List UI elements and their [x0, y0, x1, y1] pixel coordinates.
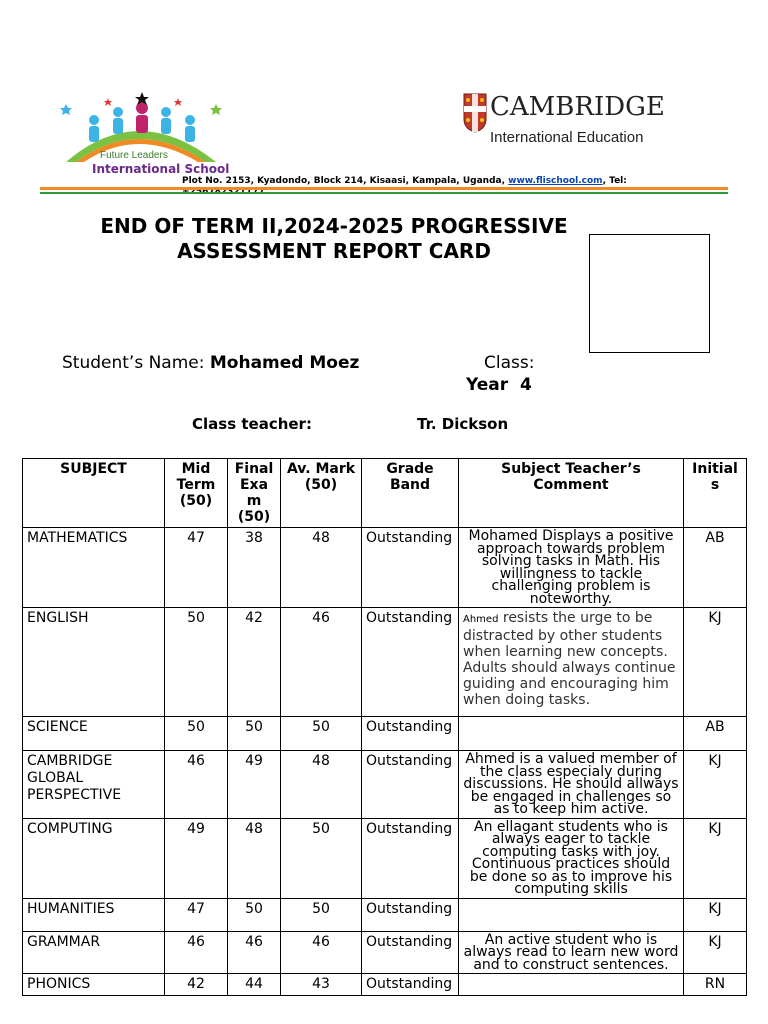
table-row: ENGLISH 50 42 46 Outstanding Ahmed resists the urge to be distracted by other students when learning new concepts. Adults should always continue guiding and encouraging him when doing tasks. KJ — [23, 608, 747, 717]
header-comment: Subject Teacher’s Comment — [459, 459, 684, 528]
student-name-label: Student’s Name: Mohamed Moez — [62, 353, 360, 373]
header-final-exam: Final Exa m (50) — [228, 459, 281, 528]
header-mid-term: Mid Term (50) — [165, 459, 228, 528]
school-address: Plot No. 2153, Kyadondo, Block 214, Kisaasi, Kampala, Uganda, www.flischool.com, Tel: — [182, 176, 627, 186]
english-comment: Ahmed resists the urge to be distracted by other students when learning new concepts. Adults should always continue guiding and encouraging him when doing tasks. — [459, 608, 684, 717]
student-name: Mohamed Moez — [209, 353, 360, 373]
school-name: International School — [92, 162, 230, 176]
grades-table — [22, 458, 747, 996]
header-initials: Initial s — [684, 459, 747, 528]
class-value: Year 4 — [466, 375, 532, 395]
table-row: COMPUTING 49 48 50 Outstanding An ellagant students who is always eager to tackle computing tasks with joy. Continuous practices should be done so as to improve his computing skills KJ — [23, 818, 747, 898]
class-teacher-name: Tr. Dickson — [417, 415, 509, 433]
svg-text:Future Leaders: Future Leaders — [100, 150, 168, 161]
class-label: Class: — [484, 353, 535, 373]
header-divider-green — [40, 192, 728, 194]
header-grade-band: Grade Band — [362, 459, 459, 528]
table-row: PHONICS 42 44 43 Outstanding RN — [23, 974, 747, 996]
report-title: END OF TERM II,2024-2025 PROGRESSIVE ASSESSMENT REPORT CARD — [100, 214, 568, 263]
cambridge-title: CAMBRIDGE — [490, 92, 665, 122]
table-row: CAMBRIDGE GLOBAL PERSPECTIVE 46 49 48 Outstanding Ahmed is a valued member of the class especialy during discussions. He should allways be engaged in challenges so as to keep him active. KJ — [23, 751, 747, 819]
class-teacher-label: Class teacher: — [192, 415, 312, 433]
table-row: GRAMMAR 46 46 46 Outstanding An active student who is always read to learn new word and to construct sentences. KJ — [23, 931, 747, 974]
school-website-link[interactable]: www.flischool.com — [508, 176, 603, 186]
header-av-mark: Av. Mark (50) — [281, 459, 362, 528]
header-divider-orange — [40, 187, 728, 190]
cambridge-shield-icon — [463, 93, 487, 133]
table-row: MATHEMATICS 47 38 48 Outstanding Mohamed Displays a positive approach towards problem solving tasks in Math. His willingness to tackle challenging problem is noteworthy. AB — [23, 528, 747, 608]
header-subject: SUBJECT — [23, 459, 165, 528]
table-row: SCIENCE 50 50 50 Outstanding AB — [23, 717, 747, 751]
cambridge-subtitle: International Education — [490, 129, 644, 146]
student-photo-box — [589, 234, 710, 353]
table-row: HUMANITIES 47 50 50 Outstanding KJ — [23, 898, 747, 931]
